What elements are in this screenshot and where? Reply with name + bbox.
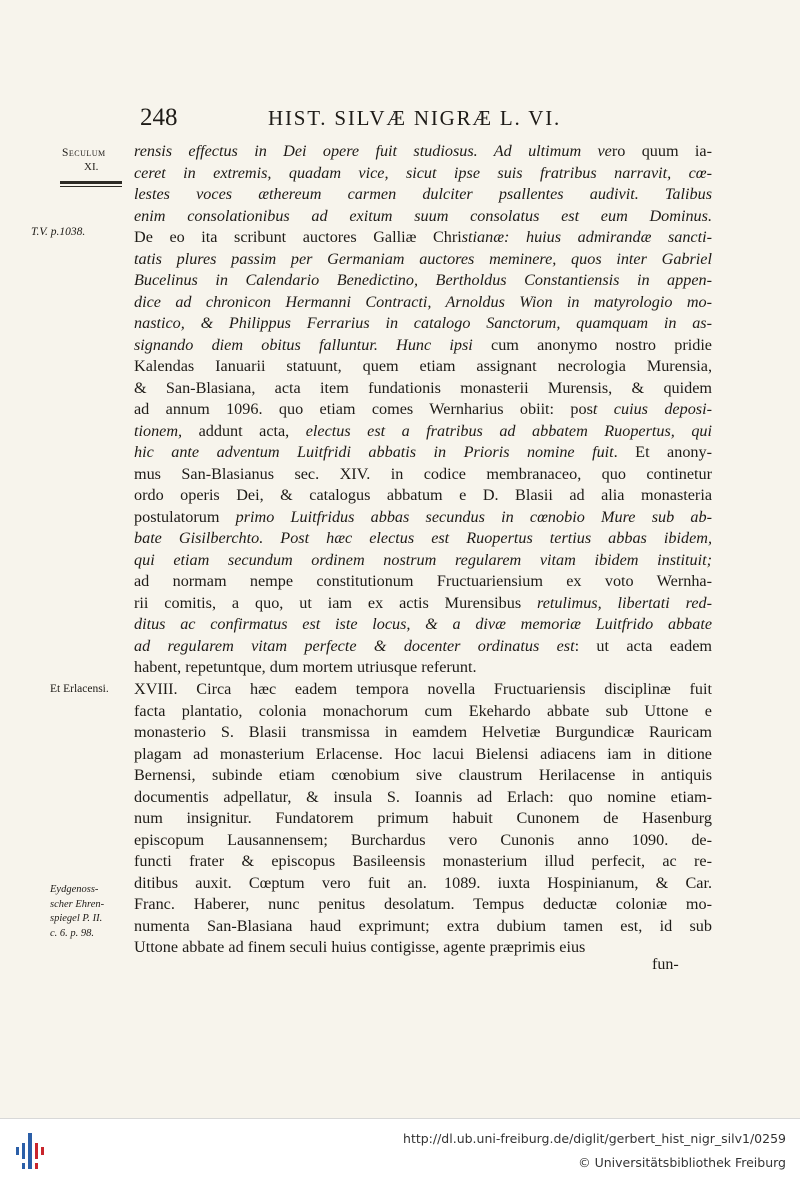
paragraph-1	[134, 141, 712, 679]
text-line: plagam ad monasterium Erlacense. Hoc lacui Bielensi adiacens iam in ditione	[134, 744, 712, 763]
text-line: monasterio S. Blasii transmissa in eamdem Helvetiæ Burgundicæ Rauricam	[134, 723, 712, 741]
margin-erlacensi: Et Erlacensi.	[50, 683, 109, 695]
text-line: Bucelinus in Calendario Benedictino, Bertholdus Constantiensis in appen-	[134, 271, 712, 289]
text-line: De eo ita scribunt auctores Galliæ Christianæ: huius admirandæ sancti-	[134, 228, 713, 246]
text-line: tionem, addunt acta, electus est a fratribus ad abbatem Ruopertus, qui	[134, 421, 712, 440]
text-line: dice ad chronicon Hermanni Contracti, Arnoldus Wion in matyrologio mo-	[134, 292, 712, 311]
text-line: qui etiam secundum ordinem nostrum regularem vitam ibidem instituit;	[134, 550, 712, 569]
permalink-url[interactable]: http://dl.ub.uni-freiburg.de/diglit/gerbert_hist_nigr_silv1/0259	[403, 1131, 786, 1146]
library-logo-icon	[14, 1131, 54, 1171]
margin-seculum: Seculum	[62, 147, 106, 159]
text-line: enim consolationibus ad exitum suum consolatus est eum Dominus.	[134, 206, 712, 225]
text-line: & San-Blasiana, acta item fundationis monasterii Murensis, & quidem	[134, 378, 712, 397]
text-line: rii comitis, a quo, ut iam ex actis Murensibus retulimus, libertati red-	[134, 593, 712, 612]
text-line: episcopum Lausannensem; Burchardus vero Cunonis anno 1090. de-	[134, 830, 712, 849]
margin-century: XI.	[84, 161, 99, 173]
margin-ref-line: spiegel P. II.	[50, 913, 103, 924]
viewer-footer	[0, 1118, 800, 1181]
text-line: mus San-Blasianus sec. XIV. in codice membranaceo, quo continetur	[134, 464, 712, 483]
text-line: ditus ac confirmatus est iste locus, & a divæ memoriæ Luitfrido abbate	[134, 615, 712, 633]
text-line: ordo operis Dei, & catalogus abbatum e D. Blasii ad alia monasteria	[134, 486, 712, 504]
text-line: postulatorum primo Luitfridus abbas secundus in cœnobio Mure sub ab-	[134, 507, 712, 526]
text-line: ditibus auxit. Cœptum vero fuit an. 1089. iuxta Hospinianum, & Car.	[134, 873, 712, 892]
text-line: bate Gisilberchto. Post hæc electus est Ruopertus tertius abbas ibidem,	[134, 529, 712, 547]
text-line: rensis effectus in Dei opere fuit studiosus. Ad ultimum vero quum ia-	[134, 142, 712, 160]
text-line: signando diem obitus falluntur. Hunc ipsi cum anonymo nostro pridie	[134, 335, 712, 354]
margin-rule	[60, 181, 122, 184]
margin-rule-thin	[60, 186, 122, 187]
page-header	[0, 104, 800, 134]
text-line: tatis plures passim per Germaniam auctores meminere, quos inter Gabriel	[134, 249, 712, 268]
paragraph-2-xviii	[134, 679, 712, 959]
text-line: habent, repetuntque, dum mortem utriusque referunt.	[134, 658, 477, 676]
text-line: documentis adpellatur, & insula S. Ioannis ad Erlach: quo nomine etiam-	[134, 787, 712, 806]
text-line: Bernensi, subinde etiam cœnobium sive claustrum Herilacense in antiquis	[134, 766, 712, 784]
margin-reference-tv: T.V. p.1038.	[31, 226, 86, 238]
text-line: Kalendas Ianuarii statuunt, quem etiam assignant necrologia Murensia,	[134, 357, 712, 375]
running-head: HIST. SILVÆ NIGRÆ L. VI.	[268, 106, 562, 130]
margin-ref-line: scher Ehren-	[50, 898, 105, 910]
text-line: ceret in extremis, quadam vice, sicut ipse suis fratribus narravit, cœ-	[134, 163, 712, 182]
page-number: 248	[140, 104, 178, 131]
text-line: Uttone abbate ad finem seculi huius contigisse, agente præprimis eius	[134, 938, 586, 956]
text-line: ad normam nempe constitutionum Fructuariensium ex voto Wernha-	[134, 572, 712, 590]
text-line: ad annum 1096. quo etiam comes Wernharius obiit: post cuius deposi-	[134, 400, 712, 418]
text-line: lestes voces æthereum carmen dulciter psallentes audivit. Talibus	[134, 185, 712, 203]
text-line: numenta San-Blasiana haud exprimunt; extra dubium tamen est, id sub	[134, 916, 712, 935]
margin-ref-line: Eydgenoss-	[50, 884, 99, 895]
text-line: nastico, & Philippus Ferrarius in catalogo Sanctorum, quamquam in as-	[134, 314, 712, 332]
text-line: Franc. Haberer, nunc penitus desolatum. Tempus deductæ coloniæ mo-	[134, 895, 712, 913]
margin-ref-line: c. 6. p. 98.	[50, 927, 95, 939]
text-line: XVIII. Circa hæc eadem tempora novella Fructuariensis disciplinæ fuit	[134, 680, 712, 698]
copyright-notice: © Universitätsbibliothek Freiburg	[578, 1155, 786, 1170]
text-line: hic ante adventum Luitfridi abbatis in Prioris nomine fuit. Et anony-	[134, 443, 712, 461]
text-line: ad regularem vitam perfecte & docenter ordinatus est: ut acta eadem	[134, 636, 712, 655]
text-line: num insignitur. Fundatorem primum habuit Cunonem de Hasenburg	[134, 809, 712, 827]
text-line: facta plantatio, colonia monachorum cum Ekehardo abbate sub Uttone e	[134, 701, 712, 720]
margin-reference-eidgenoss	[50, 883, 104, 941]
text-line: functi frater & episcopus Basileensis monasterium illud perfecit, ac re-	[134, 852, 712, 870]
catchword: fun-	[652, 956, 679, 973]
